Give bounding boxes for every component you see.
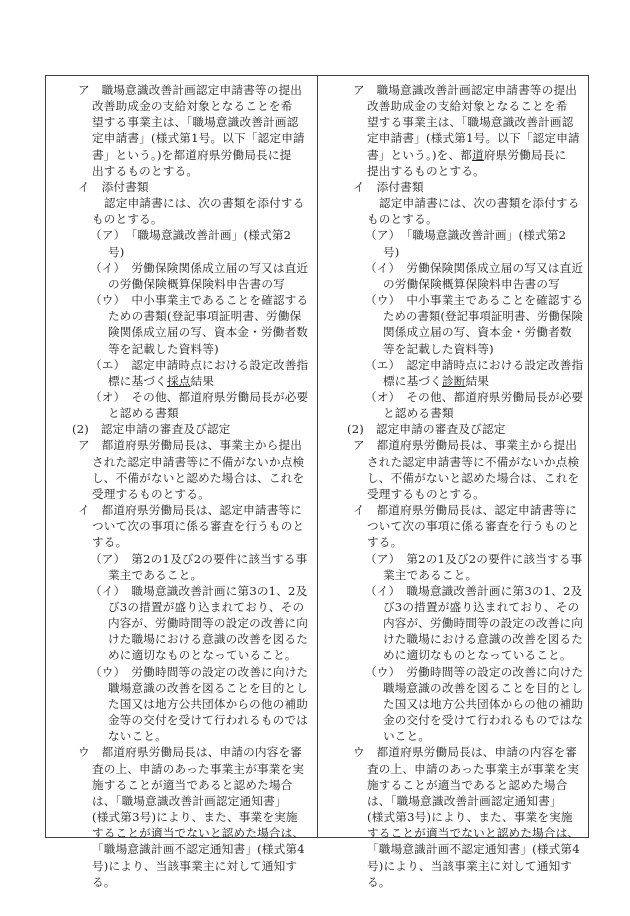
line-text: ものとする。 xyxy=(367,212,438,227)
text-line xyxy=(52,276,308,292)
line-text: 等を記載した資料等) xyxy=(108,341,219,356)
left-column xyxy=(52,82,308,890)
text-line xyxy=(327,534,583,550)
text-line xyxy=(52,761,308,777)
line-text: 職場意識の改善を図ることを目的とし xyxy=(383,680,583,695)
line-text: ア 都道府県労働局長は、事業主から提出 xyxy=(78,438,303,453)
line-text: された認定申請書等に不備がないか点検 xyxy=(367,454,580,469)
text-line xyxy=(327,114,583,130)
line-text: ウ 都道府県労働局長は、申請の内容を審 xyxy=(353,745,578,760)
text-line xyxy=(327,211,583,227)
text-line xyxy=(327,470,583,486)
underlined-revision: 診断 xyxy=(441,373,466,388)
line-text: 関係成立届の写、資本金・労働者数 xyxy=(383,325,572,340)
line-text: イ 都道府県労働局長は、認定申請書等に xyxy=(78,503,303,518)
line-text: る。 xyxy=(367,874,391,889)
right-column xyxy=(327,82,583,890)
text-line xyxy=(52,615,308,631)
line-text: と認める書類 xyxy=(383,406,454,421)
line-text: 業主であること。 xyxy=(108,567,203,582)
text-line xyxy=(327,728,583,744)
line-text: 提出するものとする。 xyxy=(367,163,485,178)
line-text: 内容が、労働時間等の設定の改善に向 xyxy=(108,616,308,631)
text-line xyxy=(52,728,308,744)
line-text: (2) 認定申請の審査及び認定 xyxy=(72,422,231,437)
text-line xyxy=(327,308,583,324)
text-line xyxy=(52,244,308,260)
line-text: 望する事業主は、「職場意識改善計画認 xyxy=(92,115,299,130)
text-line xyxy=(327,647,583,663)
text-line xyxy=(327,227,583,243)
line-text: 「職場意識計画不認定通知書」(様式第4 xyxy=(367,842,580,857)
line-text: 認定申請書には、次の書類を添付する xyxy=(379,196,580,211)
text-line xyxy=(327,744,583,760)
line-text: けた職場における意識の改善を図るた xyxy=(108,632,308,647)
text-line xyxy=(52,389,308,405)
text-line xyxy=(327,244,583,260)
text-line xyxy=(52,858,308,874)
text-line xyxy=(327,777,583,793)
text-line xyxy=(52,809,308,825)
line-text: 号) xyxy=(383,244,400,259)
text-line xyxy=(52,841,308,857)
line-text: イ 添付書類 xyxy=(78,179,149,194)
text-line xyxy=(327,98,583,114)
line-text: イ 都道府県労働局長は、認定申請書等に xyxy=(353,503,578,518)
text-line xyxy=(327,324,583,340)
line-text: の労働保険概算保険料申告書の写 xyxy=(108,276,285,291)
line-text: ついて次の事項に係る審査を行うものと xyxy=(92,519,305,534)
line-text: （イ） 労働保険関係成立届の写又は直近 xyxy=(90,260,309,275)
line-text: 結果 xyxy=(465,373,490,388)
line-text: する。 xyxy=(367,535,403,550)
text-line xyxy=(52,454,308,470)
text-line xyxy=(52,227,308,243)
text-line xyxy=(52,551,308,567)
underlined-revision: 道 xyxy=(472,147,484,162)
line-text: （イ） 労働保険関係成立届の写又は直近 xyxy=(365,260,584,275)
line-text: （エ） 認定申請時点における設定改善指 xyxy=(90,357,309,372)
text-line xyxy=(52,405,308,421)
line-text: は、「職場意識改善計画認定通知書」 xyxy=(367,793,562,808)
line-text: 施することが適当であると認めた場合 xyxy=(367,777,568,792)
text-line xyxy=(52,308,308,324)
text-line xyxy=(327,567,583,583)
line-text: めに適切なものとなっていること。 xyxy=(108,648,297,663)
text-line xyxy=(327,874,583,890)
text-line xyxy=(327,712,583,728)
line-text: 業主であること。 xyxy=(383,567,478,582)
text-line xyxy=(327,583,583,599)
text-line xyxy=(52,599,308,615)
line-text: 受理するものとする。 xyxy=(92,486,210,501)
line-text: （ア） 「職場意識改善計画」(様式第2 xyxy=(365,228,567,243)
line-text: いこと。 xyxy=(383,729,431,744)
line-text: （オ） その他、都道府県労働局長が必要 xyxy=(365,389,584,404)
text-line xyxy=(327,631,583,647)
line-text: めに適切なものとなっていること。 xyxy=(383,648,572,663)
text-line xyxy=(52,712,308,728)
line-text: 金の交付を受けて行われるものではな xyxy=(383,713,583,728)
text-line xyxy=(327,341,583,357)
text-line xyxy=(327,615,583,631)
text-line xyxy=(327,825,583,841)
line-text: (2) 認定申請の審査及び認定 xyxy=(347,422,506,437)
text-line xyxy=(52,777,308,793)
text-line xyxy=(327,858,583,874)
text-line xyxy=(327,454,583,470)
line-text: けた職場における意識の改善を図るた xyxy=(383,632,583,647)
line-text: 望する事業主は、「職場意識改善計画認 xyxy=(367,115,574,130)
line-text: 査の上、申請のあった事業主が事業を実 xyxy=(367,761,580,776)
text-line xyxy=(52,195,308,211)
text-line xyxy=(327,518,583,534)
text-line xyxy=(327,421,583,437)
text-line xyxy=(52,82,308,98)
text-line xyxy=(52,664,308,680)
text-line xyxy=(52,98,308,114)
line-text: （ア） 第2の1及び2の要件に該当する事 xyxy=(365,551,583,566)
line-text: の労働保険概算保険料申告書の写 xyxy=(383,276,560,291)
line-text: する。 xyxy=(92,535,128,550)
line-text: 結果 xyxy=(190,373,215,388)
text-line xyxy=(327,502,583,518)
text-line xyxy=(327,276,583,292)
line-text: することが適当でないと認めた場合は、 xyxy=(367,826,580,841)
line-text: された認定申請書等に不備がないか点検 xyxy=(92,454,305,469)
line-text: 受理するものとする。 xyxy=(367,486,485,501)
text-line xyxy=(52,647,308,663)
text-line xyxy=(52,357,308,373)
line-text: 号) xyxy=(108,244,125,259)
text-line xyxy=(52,744,308,760)
text-line xyxy=(52,114,308,130)
line-text: 出するものとする。 xyxy=(92,163,199,178)
text-line xyxy=(52,130,308,146)
line-text: （ウ） 中小事業主であることを確認する xyxy=(365,293,584,308)
line-text: ものとする。 xyxy=(92,212,163,227)
text-line xyxy=(52,292,308,308)
text-line xyxy=(327,389,583,405)
line-text: 標に基づく xyxy=(383,373,442,388)
text-line xyxy=(327,130,583,146)
text-line xyxy=(52,583,308,599)
line-text: （ウ） 労働時間等の設定の改善に向けた xyxy=(365,664,584,679)
line-text: び3の措置が盛り込まれており、その xyxy=(108,600,305,614)
line-text: ないこと。 xyxy=(108,729,167,744)
line-text: 改善助成金の支給対象となることを希 xyxy=(367,99,568,114)
line-text: 査の上、申請のあった事業主が事業を実 xyxy=(92,761,305,776)
line-text: することが適当でないと認めた場合は、 xyxy=(92,826,305,841)
text-line xyxy=(52,502,308,518)
line-text: 金等の交付を受けて行われるものでは xyxy=(108,713,308,728)
text-line xyxy=(52,179,308,195)
line-text: 施することが適当であると認めた場合 xyxy=(92,777,293,792)
text-line xyxy=(327,147,583,163)
text-line xyxy=(52,163,308,179)
text-line xyxy=(327,486,583,502)
text-line xyxy=(52,631,308,647)
text-line xyxy=(52,793,308,809)
text-line xyxy=(52,486,308,502)
line-text: 定申請書」(様式第1号。以下「認定申請 xyxy=(367,131,580,146)
text-line xyxy=(327,437,583,453)
text-line xyxy=(327,179,583,195)
text-line xyxy=(52,518,308,534)
line-text: （ア） 第2の1及び2の要件に該当する事 xyxy=(90,551,308,566)
text-line xyxy=(327,551,583,567)
line-text: 書」という。)を、都 xyxy=(367,147,473,162)
text-line xyxy=(327,292,583,308)
line-text: し、不備がないと認めた場合は、これを xyxy=(367,470,580,485)
line-text: る。 xyxy=(92,874,116,889)
line-text: ア 職場意識改善計画認定申請書等の提出 xyxy=(353,83,578,97)
line-text: 号)により、当該事業主に対して通知す xyxy=(367,858,573,873)
comparison-table xyxy=(45,75,589,889)
text-line xyxy=(327,82,583,98)
line-text: （エ） 認定申請時点における設定改善指 xyxy=(365,357,584,372)
line-text: (様式第3号)により、また、事業を実施 xyxy=(367,810,573,825)
text-line xyxy=(52,373,308,389)
text-line xyxy=(52,324,308,340)
line-text: 認定申請書には、次の書類を添付する xyxy=(104,196,305,211)
text-line xyxy=(52,567,308,583)
text-line xyxy=(327,664,583,680)
text-line xyxy=(327,809,583,825)
line-text: 険関係成立届の写、資本金・労働者数 xyxy=(108,325,308,340)
text-line xyxy=(52,825,308,841)
line-text: 書」という。)を都道府県労働局長に提 xyxy=(92,147,292,162)
line-text: た国又は地方公共団体からの他の補助 xyxy=(108,696,308,711)
text-line xyxy=(327,680,583,696)
text-line xyxy=(52,874,308,890)
text-line xyxy=(52,341,308,357)
text-line xyxy=(327,260,583,276)
underlined-revision: 採点 xyxy=(166,373,191,388)
line-text: （ウ） 中小事業主であることを確認する xyxy=(90,293,309,308)
line-text: ア 都道府県労働局長は、事業主から提出 xyxy=(353,438,578,453)
line-text: （イ） 職場意識改善計画に第3の1、2及 xyxy=(90,583,308,598)
line-text: （オ） その他、都道府県労働局長が必要 xyxy=(90,389,309,404)
column-divider xyxy=(317,76,318,837)
line-text: は、「職場意識改善計画認定通知書」 xyxy=(92,793,287,808)
text-line xyxy=(52,211,308,227)
line-text: 標に基づく xyxy=(108,373,167,388)
text-line xyxy=(52,437,308,453)
line-text: び3の措置が盛り込まれており、その xyxy=(383,600,580,614)
text-line xyxy=(52,470,308,486)
line-text: （ウ） 労働時間等の設定の改善に向けた xyxy=(90,664,309,679)
line-text: ウ 都道府県労働局長は、申請の内容を審 xyxy=(78,745,303,760)
line-text: ための書類(登記事項証明書、労働保険 xyxy=(383,309,583,324)
text-line xyxy=(52,421,308,437)
line-text: 職場意識の改善を図ることを目的とし xyxy=(108,680,308,695)
line-text: 号)により、当該事業主に対して通知す xyxy=(92,858,298,873)
line-text: （ア） 「職場意識改善計画」(様式第2 xyxy=(90,228,292,243)
line-text: し、不備がないと認めた場合は、これを xyxy=(92,470,305,485)
text-line xyxy=(327,696,583,712)
text-line xyxy=(327,195,583,211)
text-line xyxy=(327,793,583,809)
text-line xyxy=(52,534,308,550)
line-text: 「職場意識計画不認定通知書」(様式第4 xyxy=(92,842,305,857)
text-line xyxy=(327,761,583,777)
text-line xyxy=(52,147,308,163)
line-text: ための書類(登記事項証明書、労働保 xyxy=(108,309,302,324)
line-text: ア 職場意識改善計画認定申請書等の提出 xyxy=(78,83,303,97)
line-text: ついて次の事項に係る審査を行うものと xyxy=(367,519,580,534)
line-text: 等を記載した資料等) xyxy=(383,341,494,356)
line-text: イ 添付書類 xyxy=(353,179,424,194)
line-text: 内容が、労働時間等の設定の改善に向 xyxy=(383,616,583,631)
text-line xyxy=(327,405,583,421)
text-line xyxy=(52,696,308,712)
line-text: た国又は地方公共団体からの他の補助 xyxy=(383,696,583,711)
line-text: 府県労働局長に xyxy=(483,147,567,162)
text-line xyxy=(327,373,583,389)
text-line xyxy=(327,599,583,615)
text-line xyxy=(52,260,308,276)
line-text: (様式第3号)により、また、事業を実施 xyxy=(92,810,298,825)
line-text: （イ） 職場意識改善計画に第3の1、2及 xyxy=(365,583,583,598)
line-text: 改善助成金の支給対象となることを希 xyxy=(92,99,293,114)
text-line xyxy=(52,680,308,696)
line-text: と認める書類 xyxy=(108,406,179,421)
text-line xyxy=(327,163,583,179)
text-line xyxy=(327,357,583,373)
line-text: 定申請書」(様式第1号。以下「認定申請 xyxy=(92,131,305,146)
text-line xyxy=(327,841,583,857)
